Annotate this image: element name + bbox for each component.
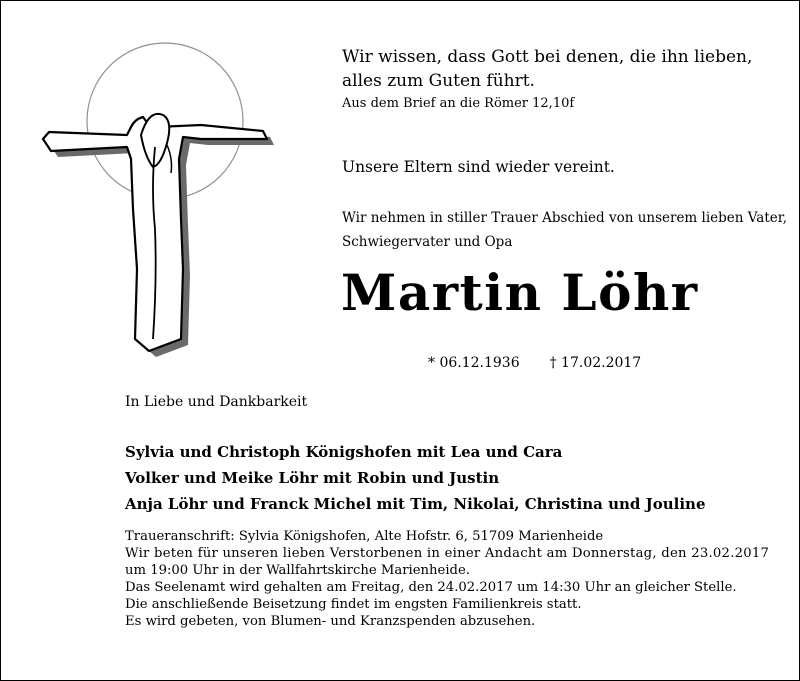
info-line: Die anschließende Beisetzung findet im engsten Familienkreis statt. xyxy=(125,597,582,612)
mourner-line: Anja Löhr und Franck Michel mit Tim, Nikolai, Christina und Jouline xyxy=(125,495,706,513)
bible-verse xyxy=(342,45,752,93)
verse-source: Aus dem Brief an die Römer 12,10f xyxy=(342,96,575,111)
intro-line-2: Schwiegervater und Opa xyxy=(342,234,513,250)
death-date: † 17.02.2017 xyxy=(549,355,642,371)
info-line: um 19:00 Uhr in der Wallfahrtskirche Marienheide. xyxy=(125,563,470,578)
closing-phrase: In Liebe und Dankbarkeit xyxy=(125,394,308,410)
info-line: Wir beten für unseren lieben Verstorbenen in einer Andacht am Donnerstag, den 23.02.2017 xyxy=(125,546,770,561)
birth-date: * 06.12.1936 xyxy=(428,355,520,371)
info-line: Traueranschrift: Sylvia Königshofen, Alte Hofstr. 6, 51709 Marienheide xyxy=(125,529,604,544)
united-text: Unsere Eltern sind wieder vereint. xyxy=(342,158,615,176)
mourners-list xyxy=(125,439,706,517)
service-information xyxy=(125,528,770,630)
farewell-intro xyxy=(342,206,787,254)
intro-line-1: Wir nehmen in stiller Trauer Abschied von unserem lieben Vater, xyxy=(342,210,788,226)
verse-line-2: alles zum Guten führt. xyxy=(342,71,535,91)
life-dates xyxy=(428,355,641,371)
crucifix-icon xyxy=(31,39,291,361)
info-line: Es wird gebeten, von Blumen- und Kranzspenden abzusehen. xyxy=(125,614,536,629)
verse-line-1: Wir wissen, dass Gott bei denen, die ihn lieben, xyxy=(342,47,753,67)
info-line: Das Seelenamt wird gehalten am Freitag, den 24.02.2017 um 14:30 Uhr an gleicher Stelle. xyxy=(125,580,737,595)
deceased-name: Martin Löhr xyxy=(341,263,699,322)
mourner-line: Volker und Meike Löhr mit Robin und Justin xyxy=(125,469,500,487)
mourner-line: Sylvia und Christoph Königshofen mit Lea und Cara xyxy=(125,443,563,461)
